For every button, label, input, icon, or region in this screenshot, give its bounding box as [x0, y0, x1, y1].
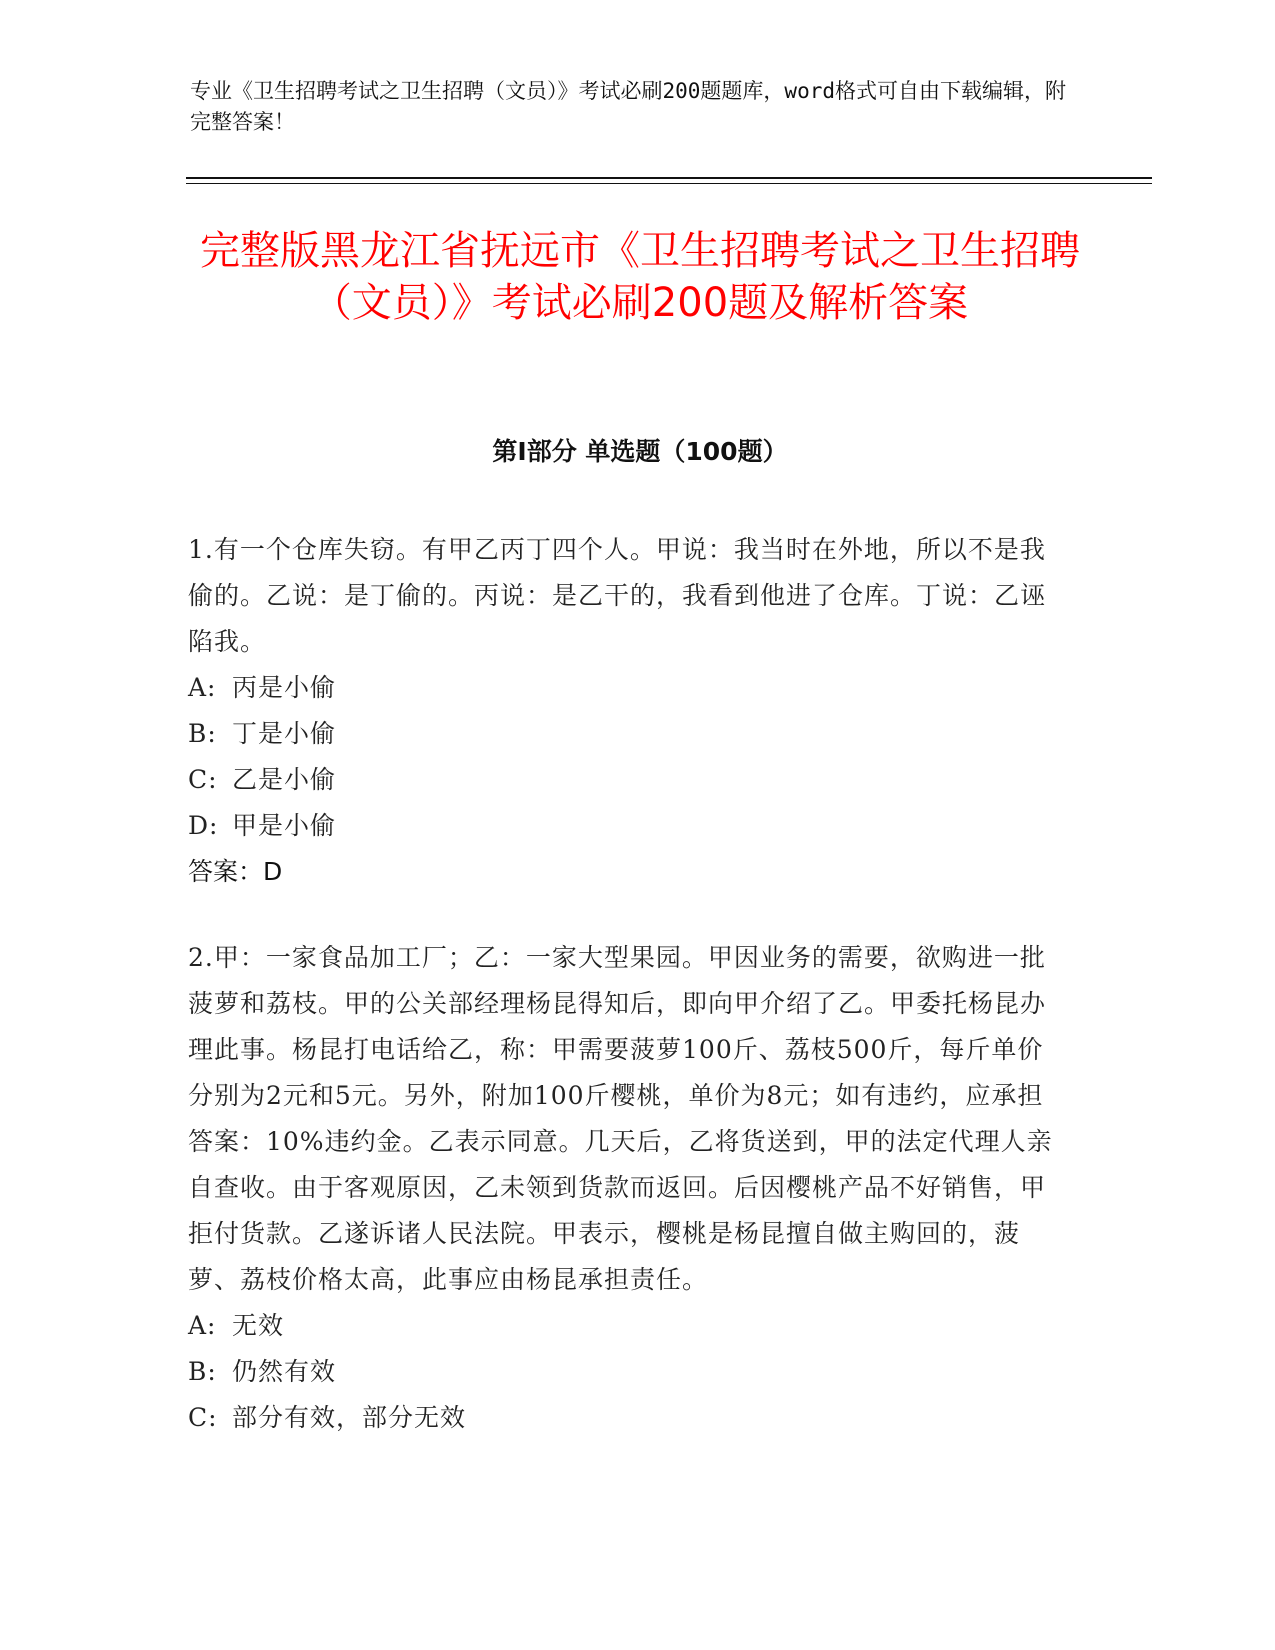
- header-divider-thick: [186, 177, 1152, 179]
- question-1-option-a: [188, 665, 1068, 711]
- question-1-option-b: [188, 711, 1068, 757]
- option-key: B:: [188, 1357, 217, 1386]
- question-1: [188, 527, 1068, 895]
- question-1-stem: 1.有一个仓库失窃。有甲乙丙丁四个人。甲说：我当时在外地，所以不是我偷的。乙说：是丁偷的。丙说：是乙干的，我看到他进了仓库。丁说：乙诬陷我。: [188, 535, 1047, 656]
- question-2-option-a: [188, 1303, 1068, 1349]
- option-text: 无效: [232, 1311, 285, 1340]
- header-divider-thin: [186, 183, 1152, 184]
- section-title: 第I部分 单选题（100题）: [492, 437, 788, 466]
- option-key: C:: [188, 765, 218, 794]
- option-text: 部分有效，部分无效: [232, 1403, 467, 1432]
- document-title: 完整版黑龙江省抚远市《卫生招聘考试之卫生招聘（文员）》考试必刷200题及解析答案: [200, 228, 1080, 326]
- question-1-option-c: [188, 757, 1068, 803]
- option-text: 丙是小偷: [232, 673, 337, 702]
- question-1-option-d: [188, 803, 1068, 849]
- option-key: D:: [188, 811, 219, 840]
- option-key: A:: [188, 1311, 217, 1340]
- question-2-option-b: [188, 1349, 1068, 1395]
- option-key: C:: [188, 1403, 218, 1432]
- question-2-stem: 2.甲：一家食品加工厂；乙：一家大型果园。甲因业务的需要，欲购进一批菠萝和荔枝。甲的公关部经理杨昆得知后，即向甲介绍了乙。甲委托杨昆办理此事。杨昆打电话给乙，称：甲需要菠萝100斤、荔枝500斤，每斤单价分别为2元和5元。另外，附加100斤樱桃，单价为8元；如有违约，应承担答案：10%违约金。乙表示同意。几天后，乙将货送到，甲的法定代理人亲自查收。由于客观原因，乙未领到货款而返回。后因樱桃产品不好销售，甲拒付货款。乙遂诉诸人民法院。甲表示，樱桃是杨昆擅自做主购回的，菠萝、荔枝价格太高，此事应由杨昆承担责任。: [188, 943, 1053, 1294]
- option-text: 丁是小偷: [232, 719, 337, 748]
- option-key: A:: [188, 673, 217, 702]
- option-text: 甲是小偷: [232, 811, 337, 840]
- option-text: 乙是小偷: [232, 765, 337, 794]
- option-key: B:: [188, 719, 217, 748]
- question-1-answer: 答案：D: [188, 857, 283, 886]
- question-2-option-c: [188, 1395, 1068, 1441]
- header-note: 专业《卫生招聘考试之卫生招聘（文员）》考试必刷200题题库，word格式可自由下载编辑，附完整答案！: [190, 79, 1066, 134]
- question-2: [188, 935, 1068, 1441]
- option-text: 仍然有效: [232, 1357, 337, 1386]
